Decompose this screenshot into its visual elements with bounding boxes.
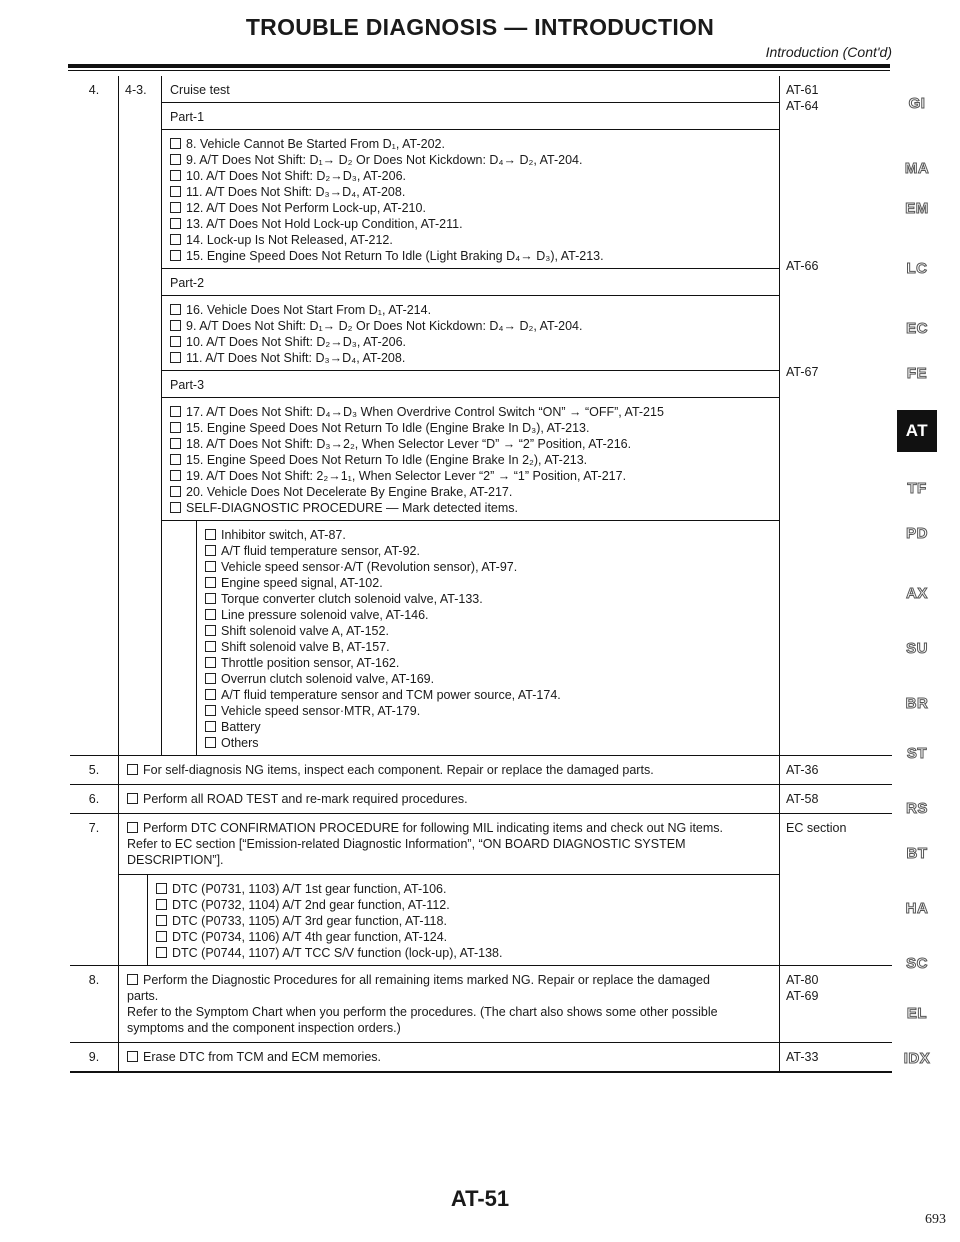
checkbox[interactable] [127, 974, 138, 985]
list-item [156, 897, 771, 913]
list-item-text: Vehicle speed sensor·MTR, AT-179. [221, 704, 421, 718]
list-item-text: Battery [221, 720, 261, 734]
dtc-instructions [119, 814, 779, 875]
indent-spacer [162, 521, 197, 755]
part3-list [162, 398, 779, 521]
section-tab-el[interactable]: EL [906, 1005, 928, 1022]
dtc-list [148, 875, 779, 965]
dtc-block [119, 875, 779, 965]
step-text-block [119, 966, 779, 1042]
step-content [119, 76, 780, 756]
list-item [205, 575, 771, 591]
list-item-text: Shift solenoid valve B, AT-157. [221, 640, 390, 654]
list-item-text: 18. A/T Does Not Shift: D₃→2₂, When Selector Lever “D” → “2” Position, AT-216. [186, 437, 632, 451]
text-line: symptoms and the component inspection orders.) [127, 1021, 401, 1035]
section-tab-pd[interactable]: PD [906, 525, 928, 542]
section-tab-ec[interactable]: EC [906, 320, 928, 337]
list-item-text: 19. A/T Does Not Shift: 2₂→1₁, When Selector Lever “2” → “1” Position, AT-217. [186, 469, 627, 483]
section-tab-at[interactable]: AT [897, 410, 937, 452]
cruise-test-label: Cruise test [162, 76, 779, 103]
self-diag-list [197, 521, 779, 755]
substep [119, 76, 779, 755]
list-item-text: Shift solenoid valve A, AT-152. [221, 624, 389, 638]
step-text: Erase DTC from TCM and ECM memories. [143, 1050, 382, 1064]
list-item-text: 8. Vehicle Cannot Be Started From D₁, AT-202. [186, 137, 445, 151]
section-tab-ha[interactable]: HA [905, 900, 929, 917]
page-title: TROUBLE DIAGNOSIS — INTRODUCTION [245, 14, 715, 40]
section-tab-fe[interactable]: FE [906, 365, 928, 382]
section-tab-bt[interactable]: BT [906, 845, 928, 862]
checkbox[interactable] [170, 352, 181, 363]
checkbox[interactable] [205, 673, 216, 684]
section-tab-tf[interactable]: TF [907, 480, 927, 497]
step-content [119, 756, 780, 785]
checkbox[interactable] [170, 170, 181, 181]
checkbox[interactable] [170, 218, 181, 229]
list-item-text: Inhibitor switch, AT-87. [221, 528, 346, 542]
list-item [205, 559, 771, 575]
part2-list [162, 296, 779, 371]
checkbox[interactable] [170, 406, 181, 417]
step-content [119, 1043, 780, 1073]
part3-label: Part-3 [162, 371, 779, 398]
list-item [205, 655, 771, 671]
checkbox[interactable] [170, 502, 181, 513]
text-line: Perform DTC CONFIRMATION PROCEDURE for following MIL indicating items and check out NG items. [143, 821, 724, 835]
section-tab-br[interactable]: BR [905, 695, 929, 712]
list-item-text: A/T fluid temperature sensor, AT-92. [221, 544, 420, 558]
checkbox[interactable] [205, 593, 216, 604]
step-content [119, 966, 780, 1043]
list-item-text: SELF-DIAGNOSTIC PROCEDURE — Mark detected items. [186, 501, 519, 515]
table-row [70, 966, 892, 1043]
part2-label: Part-2 [162, 269, 779, 296]
checkbox[interactable] [170, 422, 181, 433]
list-item-text: Vehicle speed sensor·A/T (Revolution sensor), AT-97. [221, 560, 518, 574]
step-number: 7. [70, 814, 119, 966]
section-tab-su[interactable]: SU [906, 640, 928, 657]
list-item-text: Line pressure solenoid valve, AT-146. [221, 608, 429, 622]
list-item [205, 527, 771, 543]
list-item [170, 484, 771, 500]
reference-cell [780, 966, 893, 1043]
checkbox[interactable] [170, 438, 181, 449]
list-item-text: 17. A/T Does Not Shift: D₄→D₃ When Overdrive Control Switch “ON” → “OFF”, AT-215 [186, 405, 664, 419]
list-item [170, 452, 771, 468]
list-item [156, 881, 771, 897]
reference: AT-69 [786, 989, 819, 1003]
list-item [205, 543, 771, 559]
checkbox[interactable] [170, 202, 181, 213]
list-item-text: 15. Engine Speed Does Not Return To Idle (Light Braking D₄→ D₃), AT-213. [186, 249, 604, 263]
list-item [170, 200, 771, 216]
reference: AT-80 [786, 973, 819, 987]
checkbox[interactable] [205, 721, 216, 732]
reference: AT-58 [780, 785, 893, 814]
list-item-text: 10. A/T Does Not Shift: D₂→D₃, AT-206. [186, 169, 406, 183]
checkbox[interactable] [205, 737, 216, 748]
section-tab-idx[interactable]: IDX [903, 1050, 931, 1067]
step-text-block [119, 756, 779, 784]
checkbox[interactable] [170, 470, 181, 481]
self-diag-block [162, 521, 779, 755]
checkbox[interactable] [170, 304, 181, 315]
checkbox[interactable] [170, 138, 181, 149]
checkbox[interactable] [170, 250, 181, 261]
list-item [156, 929, 771, 945]
checkbox[interactable] [170, 486, 181, 497]
checkbox[interactable] [205, 561, 216, 572]
checkbox[interactable] [170, 154, 181, 165]
list-item-text: 20. Vehicle Does Not Decelerate By Engine Brake, AT-217. [186, 485, 513, 499]
table-row [70, 76, 892, 756]
text-line: DESCRIPTION”]. [127, 853, 224, 867]
page-number: 693 [925, 1212, 946, 1227]
checkbox[interactable] [205, 577, 216, 588]
checkbox[interactable] [205, 689, 216, 700]
list-item-text: Throttle position sensor, AT-162. [221, 656, 400, 670]
checkbox[interactable] [205, 545, 216, 556]
list-item [170, 302, 771, 318]
list-item [170, 248, 771, 264]
checkbox[interactable] [127, 1051, 138, 1062]
step-text-block [119, 1043, 779, 1071]
list-item [170, 318, 771, 334]
list-item-text: Overrun clutch solenoid valve, AT-169. [221, 672, 435, 686]
procedure-table [70, 76, 892, 1073]
checkbox[interactable] [205, 625, 216, 636]
section-tab-rs[interactable]: RS [906, 800, 928, 817]
part1-list [162, 130, 779, 269]
list-item-text: 13. A/T Does Not Hold Lock-up Condition, AT-211. [186, 217, 463, 231]
reference: AT-67 [786, 365, 819, 379]
list-item [170, 184, 771, 200]
reference: EC section [780, 814, 893, 966]
table-row [70, 814, 892, 966]
list-item [170, 216, 771, 232]
list-item [170, 436, 771, 452]
list-item-text: 14. Lock-up Is Not Released, AT-212. [186, 233, 393, 247]
list-item-text: Torque converter clutch solenoid valve, AT-133. [221, 592, 483, 606]
list-item-text: 12. A/T Does Not Perform Lock-up, AT-210. [186, 201, 426, 215]
list-item [170, 152, 771, 168]
list-item [205, 591, 771, 607]
part1-label: Part-1 [162, 103, 779, 130]
checkbox[interactable] [170, 234, 181, 245]
substep-body [161, 76, 779, 755]
step-number: 5. [70, 756, 119, 785]
step-content [119, 785, 780, 814]
section-tab-ma[interactable]: MA [904, 160, 930, 177]
list-item [170, 136, 771, 152]
table-row [70, 785, 892, 814]
list-item-text: DTC (P0731, 1103) A/T 1st gear function, AT-106. [172, 882, 447, 896]
list-item-text: DTC (P0734, 1106) A/T 4th gear function, AT-124. [172, 930, 448, 944]
list-item-text: 11. A/T Does Not Shift: D₃→D₄, AT-208. [186, 351, 406, 365]
text-line: Refer to EC section [“Emission-related Diagnostic Information”, “ON BOARD DIAGNOSTIC SYSTEM [127, 837, 686, 851]
list-item [156, 945, 771, 961]
checkbox[interactable] [127, 793, 138, 804]
section-tab-st[interactable]: ST [906, 745, 928, 762]
step-text-block [119, 785, 779, 813]
section-tab-sc[interactable]: SC [906, 955, 928, 972]
section-tab-gi[interactable]: GI [908, 95, 926, 112]
reference: AT-66 [786, 259, 819, 273]
reference: AT-36 [780, 756, 893, 785]
list-item [205, 687, 771, 703]
list-item-text: 15. Engine Speed Does Not Return To Idle (Engine Brake In D₃), AT-213. [186, 421, 590, 435]
checkbox[interactable] [156, 931, 167, 942]
checkbox[interactable] [205, 609, 216, 620]
checkbox[interactable] [156, 947, 167, 958]
checkbox[interactable] [156, 899, 167, 910]
list-item [205, 735, 771, 751]
checkbox[interactable] [127, 764, 138, 775]
step-number: 4. [70, 76, 119, 756]
list-item [205, 703, 771, 719]
list-item [170, 420, 771, 436]
list-item-text: DTC (P0744, 1107) A/T TCC S/V function (lock-up), AT-138. [172, 946, 503, 960]
list-item [205, 623, 771, 639]
list-item [170, 350, 771, 366]
list-item-text: 15. Engine Speed Does Not Return To Idle (Engine Brake In 2₂), AT-213. [186, 453, 588, 467]
list-item [170, 232, 771, 248]
table-row [70, 756, 892, 785]
table-row [70, 1043, 892, 1073]
reference: AT-61 [786, 83, 819, 97]
list-item-text: Engine speed signal, AT-102. [221, 576, 383, 590]
substep-number: 4-3. [125, 83, 147, 97]
list-item-text: A/T fluid temperature sensor and TCM power source, AT-174. [221, 688, 561, 702]
list-item [170, 168, 771, 184]
checkbox[interactable] [127, 822, 138, 833]
list-item-text: 10. A/T Does Not Shift: D₂→D₃, AT-206. [186, 335, 406, 349]
header-rule-thin [68, 70, 890, 71]
reference: AT-33 [780, 1043, 893, 1073]
list-item [205, 639, 771, 655]
section-tab-em[interactable]: EM [905, 200, 929, 217]
page-subtitle: Introduction (Cont'd) [765, 44, 892, 60]
text-line: Perform the Diagnostic Procedures for all remaining items marked NG. Repair or replace the damaged [143, 973, 710, 987]
list-item [156, 913, 771, 929]
checkbox[interactable] [156, 915, 167, 926]
text-line: parts. [127, 989, 159, 1003]
list-item-text: Others [221, 736, 259, 750]
checkbox[interactable] [205, 657, 216, 668]
section-tab-lc[interactable]: LC [906, 260, 928, 277]
checkbox[interactable] [170, 186, 181, 197]
list-item-text: 9. A/T Does Not Shift: D₁→ D₂ Or Does Not Kickdown: D₄→ D₂, AT-204. [186, 319, 583, 333]
list-item-text: 11. A/T Does Not Shift: D₃→D₄, AT-208. [186, 185, 406, 199]
checkbox[interactable] [170, 336, 181, 347]
step-number: 9. [70, 1043, 119, 1073]
list-item [205, 607, 771, 623]
step-number: 8. [70, 966, 119, 1043]
checkbox[interactable] [205, 529, 216, 540]
page-code: AT-51 [450, 1186, 510, 1211]
step-content [119, 814, 780, 966]
list-item-text: DTC (P0732, 1104) A/T 2nd gear function, AT-112. [172, 898, 450, 912]
list-item-text: 16. Vehicle Does Not Start From D₁, AT-214. [186, 303, 432, 317]
list-item-text: DTC (P0733, 1105) A/T 3rd gear function, AT-118. [172, 914, 447, 928]
list-item [170, 500, 771, 516]
text-line: Refer to the Symptom Chart when you perform the procedures. (The chart also shows some other possible [127, 1005, 718, 1019]
checkbox[interactable] [170, 320, 181, 331]
section-tab-ax[interactable]: AX [906, 585, 928, 602]
list-item [170, 334, 771, 350]
list-item-text: 9. A/T Does Not Shift: D₁→ D₂ Or Does Not Kickdown: D₄→ D₂, AT-204. [186, 153, 583, 167]
list-item [170, 404, 771, 420]
reference-cell [780, 76, 893, 756]
list-item [205, 719, 771, 735]
checkbox[interactable] [205, 705, 216, 716]
step-text: For self-diagnosis NG items, inspect each component. Repair or replace the damaged parts. [143, 763, 654, 777]
header-rule [68, 64, 890, 68]
checkbox[interactable] [205, 641, 216, 652]
list-item [205, 671, 771, 687]
checkbox[interactable] [156, 883, 167, 894]
list-item [170, 468, 771, 484]
checkbox[interactable] [170, 454, 181, 465]
indent-spacer [119, 875, 148, 965]
step-number: 6. [70, 785, 119, 814]
step-text: Perform all ROAD TEST and re-mark required procedures. [143, 792, 468, 806]
reference: AT-64 [786, 99, 819, 113]
